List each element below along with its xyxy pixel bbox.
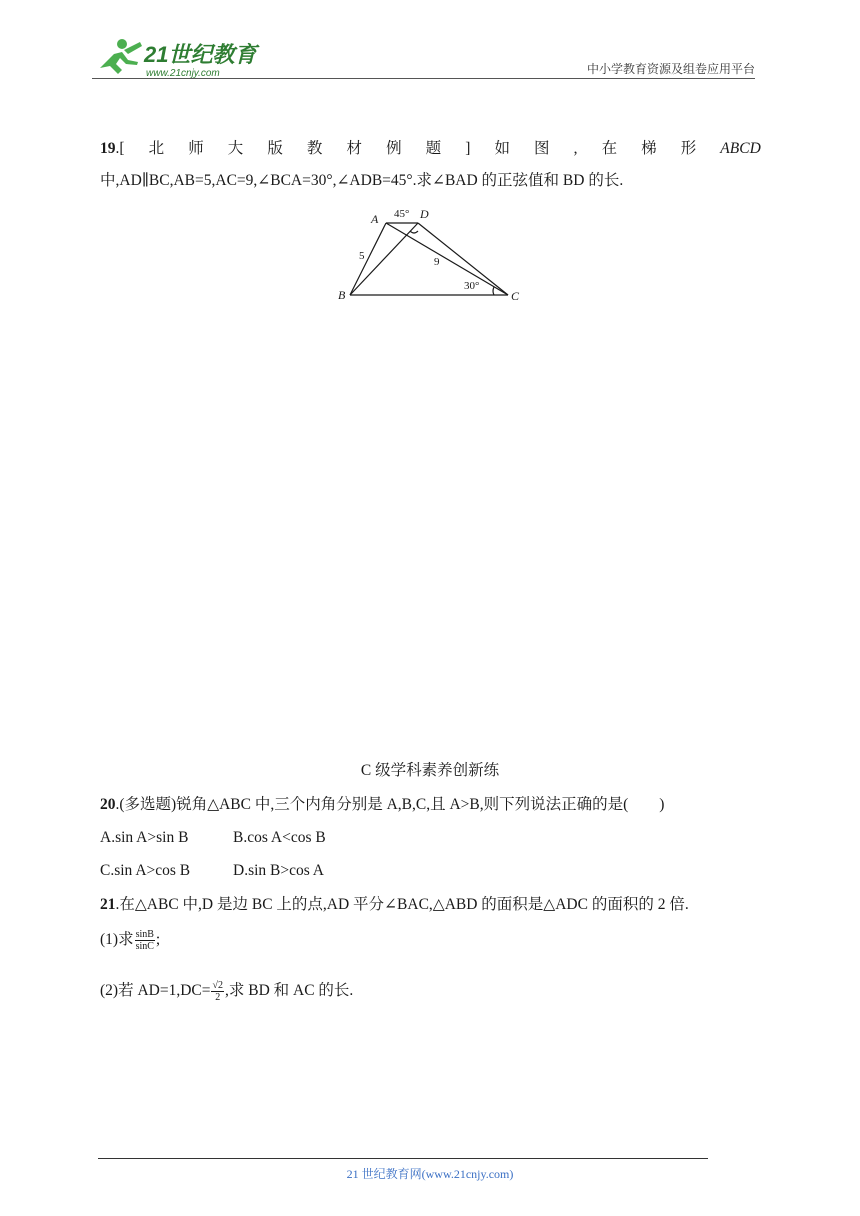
- q20-options-row-2: [100, 860, 761, 882]
- label-A: A: [371, 212, 379, 226]
- segment-AB: [350, 223, 386, 295]
- question-21: [100, 894, 761, 916]
- fraction-numerator: √2: [212, 980, 223, 991]
- question-20: [100, 794, 761, 816]
- q19-token: 例: [386, 140, 402, 157]
- label-B: B: [338, 288, 346, 302]
- fraction-denominator: sinC: [135, 941, 154, 952]
- q19-line-2: 中,AD∥BC,AB=5,AC=9,∠BCA=30°,∠ADB=45°.求∠BAD 的正弦值和 BD 的长.: [100, 172, 624, 189]
- q21-part1-suffix: ;: [155, 931, 161, 949]
- label-C: C: [511, 289, 520, 303]
- q19-token: 图: [534, 140, 550, 157]
- q19-token: 梯: [641, 140, 657, 157]
- angle-arc-C: [493, 287, 494, 295]
- angle-arc-D: [410, 231, 418, 233]
- question-19: [100, 138, 761, 192]
- q19-token: ABCD: [720, 140, 761, 157]
- q21-part2-fraction: [211, 980, 224, 1003]
- q21-part-1: [100, 929, 761, 952]
- segment-DC: [418, 223, 508, 295]
- footer-link[interactable]: 21 世纪教育网(www.21cnjy.com): [346, 1167, 514, 1181]
- q20-option-a: A.sin A>sin B: [100, 829, 189, 846]
- q19-token: 师: [188, 140, 204, 157]
- fraction-denominator: 2: [215, 992, 221, 1003]
- label-AB-length: 5: [359, 250, 365, 262]
- q19-token: 题: [425, 140, 442, 157]
- footer-divider: [98, 1158, 708, 1159]
- q19-token: ,: [573, 140, 578, 157]
- header-divider: [92, 78, 755, 79]
- q20-options-row-1: [100, 827, 761, 849]
- label-AC-length: 9: [434, 256, 440, 268]
- q21-part2-prefix: (2)若 AD=1,DC=: [100, 982, 211, 1000]
- q19-token: 教: [306, 140, 323, 157]
- q20-option-c: C.sin A>cos B: [100, 862, 191, 879]
- q20-option-b: B.cos A<cos B: [233, 829, 326, 846]
- logo-url: www.21cnjy.com: [146, 68, 220, 79]
- q21-part-2: [100, 980, 761, 1003]
- q19-token: 北: [148, 140, 165, 157]
- q21-part2-suffix: ,求 BD 和 AC 的长.: [224, 982, 354, 1000]
- q19-token: 如: [494, 140, 510, 157]
- q19-token: .[: [115, 140, 125, 157]
- section-title: C 级学科素养创新练: [360, 762, 500, 779]
- trapezoid-figure: [330, 203, 530, 313]
- q20-stem: .(多选题)锐角△ABC 中,三个内角分别是 A,B,C,且 A>B,则下列说法正确的是( ): [115, 796, 665, 813]
- label-angle-30: 30°: [464, 280, 480, 292]
- q19-token: 材: [346, 140, 363, 157]
- q19-token: ]: [465, 140, 471, 157]
- label-D: D: [420, 207, 429, 221]
- q21-part1-fraction: [135, 929, 155, 952]
- q20-number: 20: [100, 796, 116, 813]
- q21-part1-prefix: (1)求: [100, 931, 134, 949]
- header-platform-text: 中小学教育资源及组卷应用平台: [586, 62, 755, 76]
- q19-token: 形: [680, 140, 697, 157]
- q19-token: 大: [227, 140, 244, 157]
- q19-token: 在: [601, 140, 618, 157]
- logo-text: 21世纪教育: [144, 42, 257, 67]
- site-logo: [92, 34, 262, 80]
- q21-stem: .在△ABC 中,D 是边 BC 上的点,AD 平分∠BAC,△ABD 的面积是△ADC 的面积的 2 倍.: [115, 896, 689, 913]
- segment-AC: [386, 223, 508, 295]
- q19-line-1: [100, 138, 761, 160]
- label-angle-45: 45°: [394, 208, 410, 220]
- q19-number: 19: [100, 140, 116, 157]
- fraction-numerator: sinB: [135, 929, 154, 940]
- q20-option-d: D.sin B>cos A: [233, 862, 324, 879]
- q19-token: 版: [267, 140, 283, 157]
- q21-number: 21: [100, 896, 116, 913]
